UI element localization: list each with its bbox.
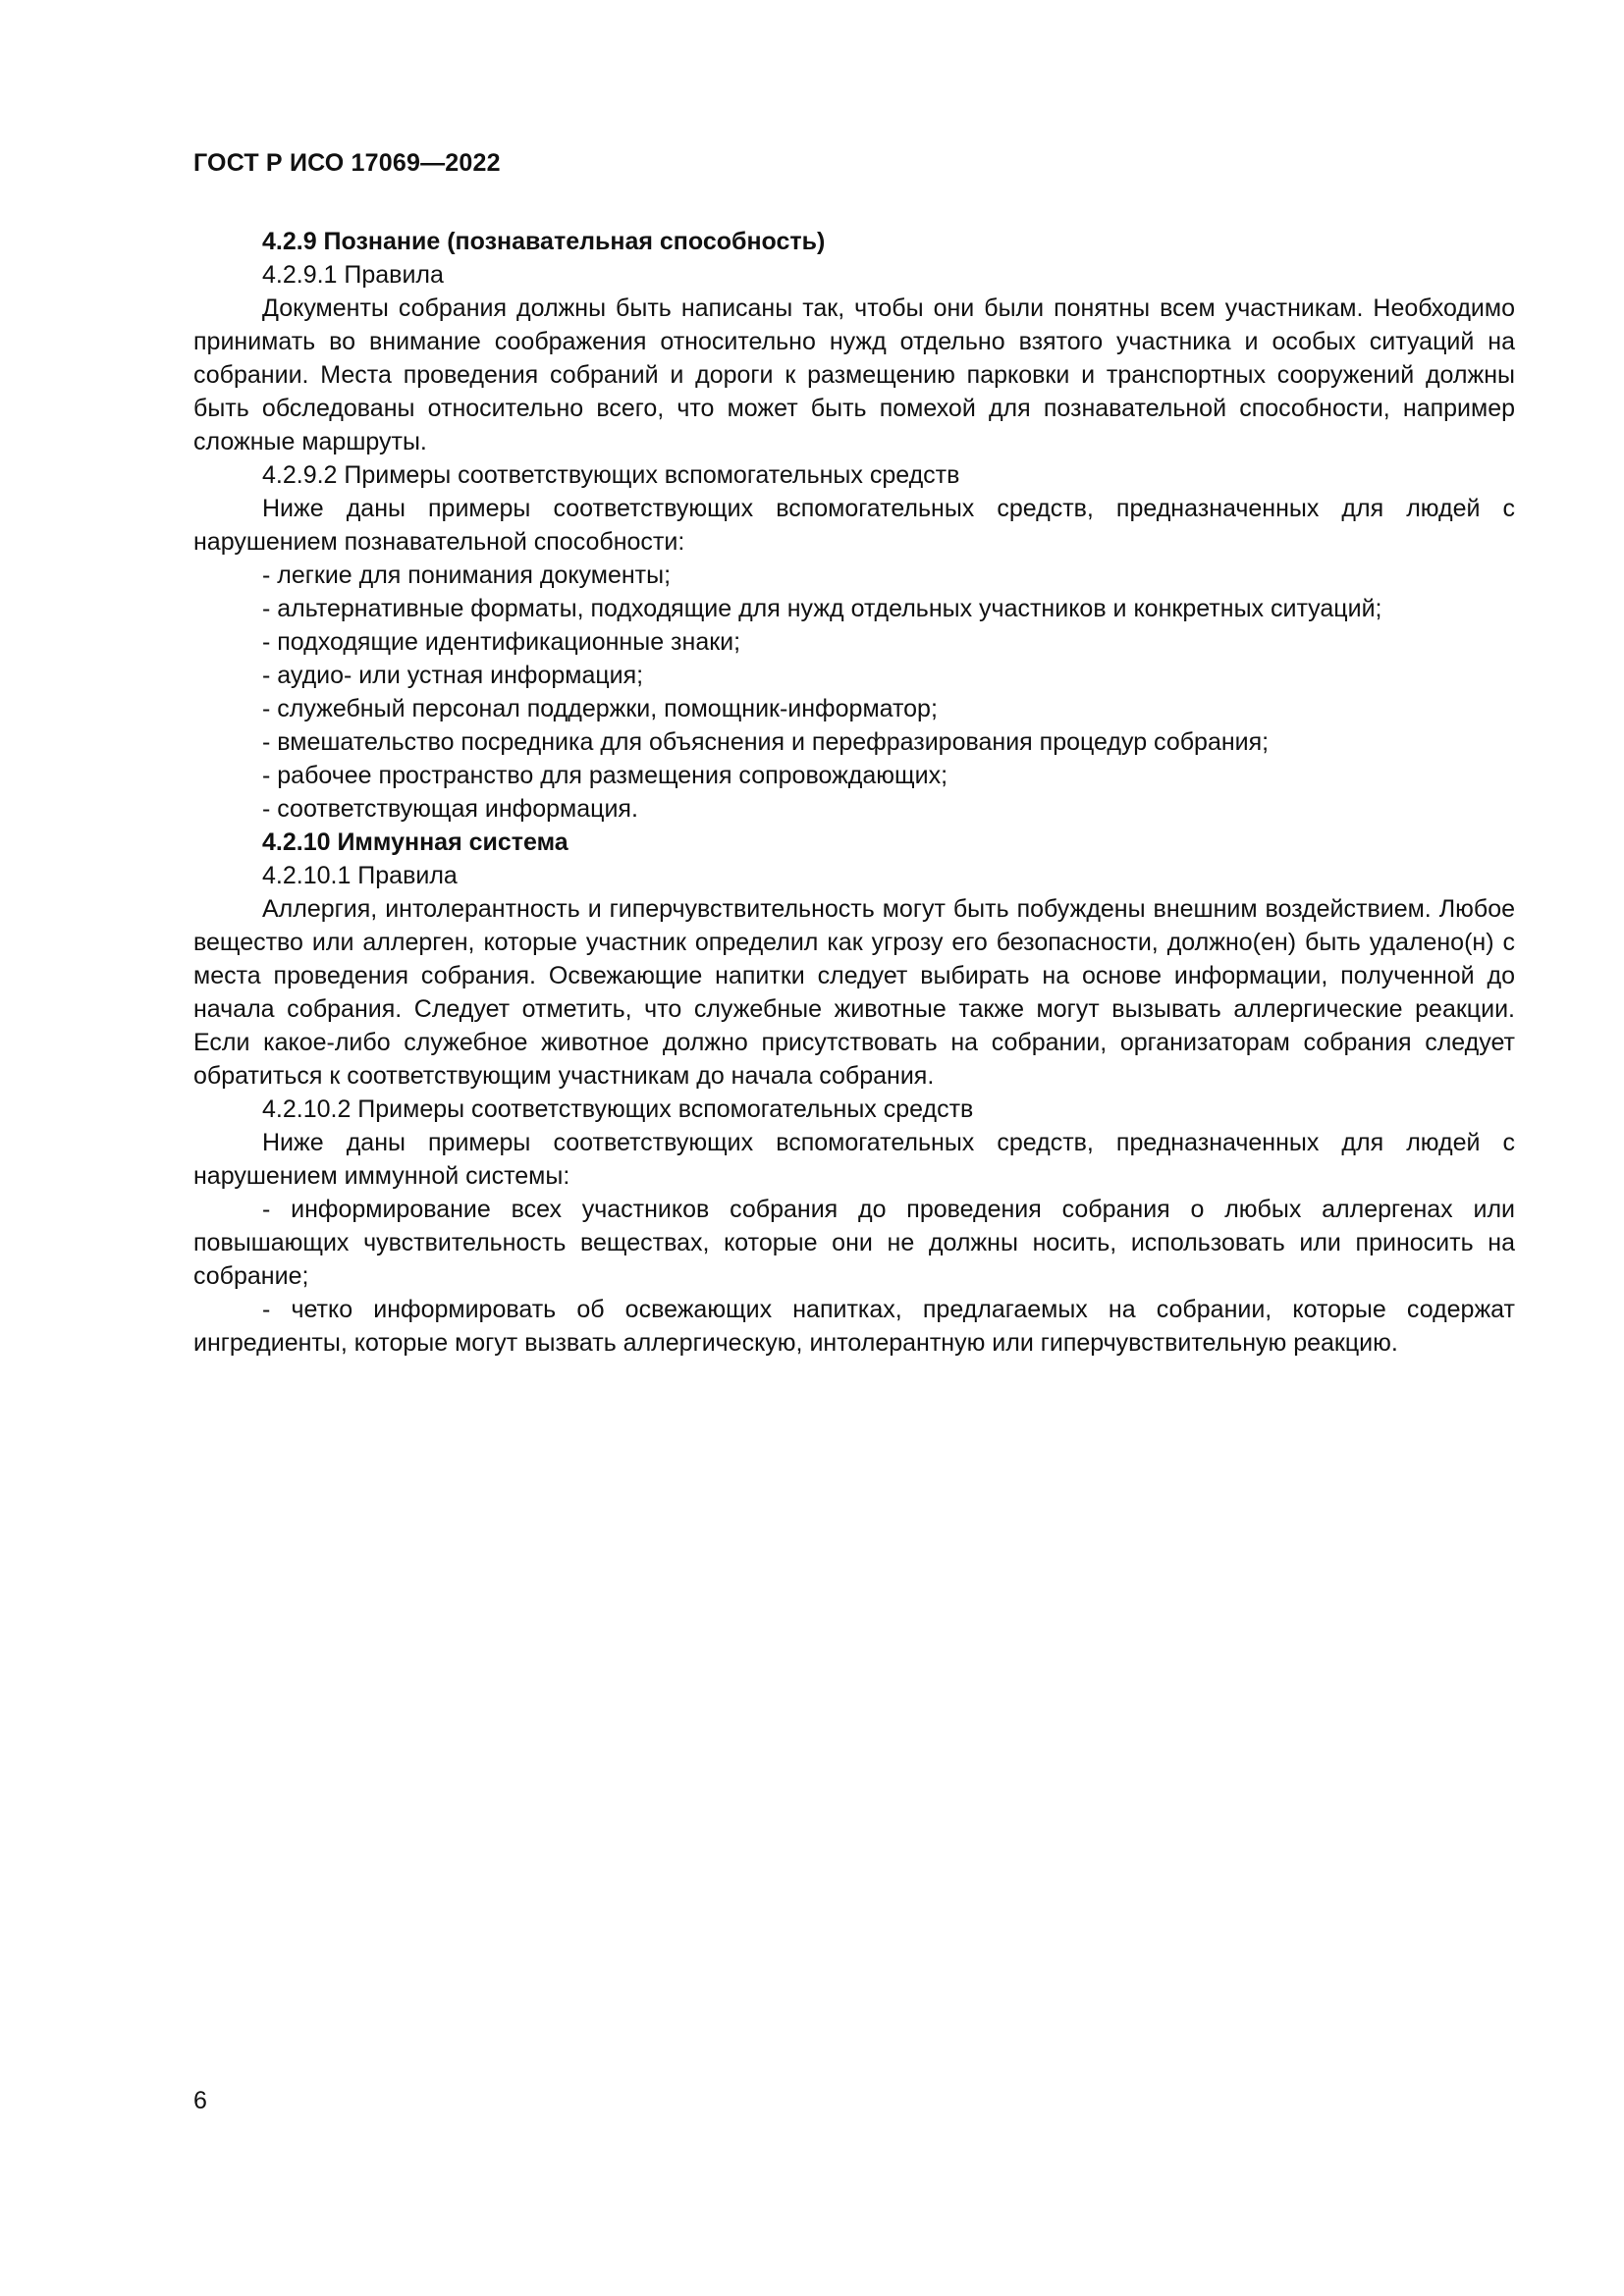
rules-paragraph: Документы собрания должны быть написаны так, чтобы они были понятны всем участникам. Необходимо принимать во внимание соображения относительно нужд отдельно взятого участника и особых ситуаций на собрании. Места проведения собраний и дороги к размещению парковки и транспортных сооружений должны быть обследованы относительно всего, что может быть помехой для познавательной способности, например сложные маршруты.	[193, 294, 1515, 455]
subsection-heading-4-2-10-2: 4.2.10.2 Примеры соответствующих вспомогательных средств	[262, 1095, 974, 1123]
rules-paragraph: Аллергия, интолерантность и гиперчувствительность могут быть побуждены внешним воздействием. Любое вещество или аллерген, которые участник определил как угрозу его безопасности, должно(ен) быть удалено(н) с места проведения собрания. Освежающие напитки следует выбирать на основе информации, полученной до начала собрания. Следует отметить, что служебные животные также могут вызывать аллергические реакции. Если какое-либо служебное животное должно присутствовать на собрании, организаторам собрания следует обратиться к соответствующим участникам до начала собрания.	[193, 895, 1515, 1090]
examples-intro-paragraph: Ниже даны примеры соответствующих вспомогательных средств, предназначенных для людей с нарушением иммунной системы:	[193, 1129, 1515, 1190]
list-item: - вмешательство посредника для объяснения и перефразирования процедур собрания;	[262, 728, 1270, 756]
document-body	[193, 225, 1515, 1360]
section-heading-4-2-9: 4.2.9 Познание (познавательная способность)	[262, 228, 826, 255]
list-item: - подходящие идентификационные знаки;	[262, 628, 741, 656]
examples-intro-paragraph: Ниже даны примеры соответствующих вспомогательных средств, предназначенных для людей с нарушением познавательной способности:	[193, 495, 1515, 556]
list-item: - четко информировать об освежающих напитках, предлагаемых на собрании, которые содержат ингредиенты, которые могут вызвать аллергическую, интолерантную или гиперчувствительную реакцию.	[193, 1296, 1515, 1357]
section-heading-4-2-10: 4.2.10 Иммунная система	[262, 828, 568, 856]
page-number: 6	[193, 2087, 207, 2114]
list-item: - информирование всех участников собрания до проведения собрания о любых аллергенах или повышающих чувствительность веществах, которые они не должны носить, использовать или приносить на собрание;	[193, 1196, 1515, 1290]
document-header: ГОСТ Р ИСО 17069—2022	[193, 149, 501, 177]
list-item: - альтернативные форматы, подходящие для нужд отдельных участников и конкретных ситуаций;	[262, 595, 1382, 622]
subsection-heading-4-2-10-1: 4.2.10.1 Правила	[262, 862, 458, 889]
list-item: - аудио- или устная информация;	[262, 662, 644, 689]
list-item: - легкие для понимания документы;	[262, 561, 672, 589]
list-item: - служебный персонал поддержки, помощник-информатор;	[262, 695, 938, 722]
list-item: - соответствующая информация.	[262, 795, 638, 823]
subsection-heading-4-2-9-1: 4.2.9.1 Правила	[262, 261, 444, 289]
list-item: - рабочее пространство для размещения сопровождающих;	[262, 762, 948, 789]
subsection-heading-4-2-9-2: 4.2.9.2 Примеры соответствующих вспомогательных средств	[262, 461, 960, 489]
